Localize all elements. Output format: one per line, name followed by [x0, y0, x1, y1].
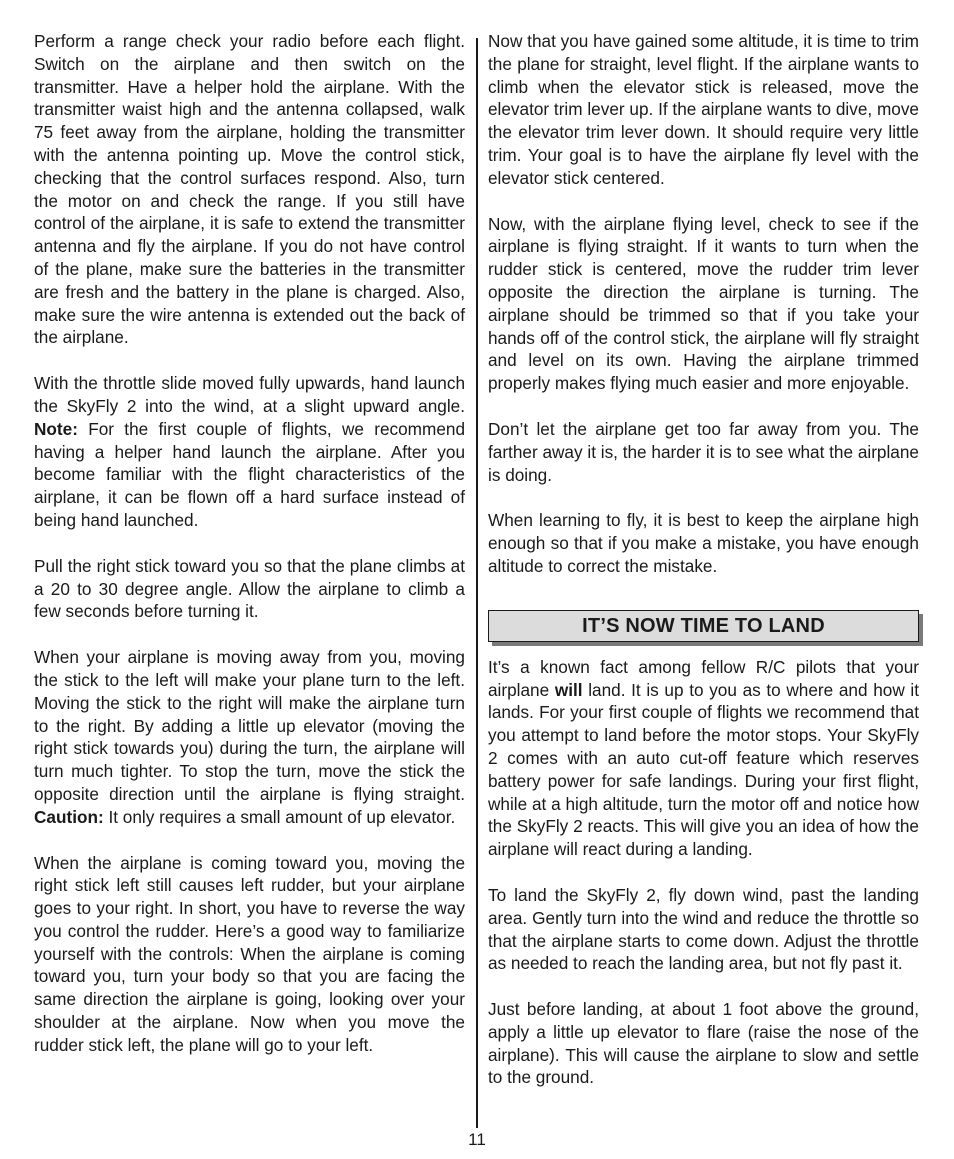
- trim-elevator-paragraph: Now that you have gained some altitude, it is time to trim the plane for straight, level flight. If the airplane wants to climb when the elevator stick is released, move the elevator trim lever up. If the airplane wants to dive, move the elevator trim lever down. It should require very little trim. Your goal is to have the airplane fly level with the elevator stick centered.: [488, 31, 919, 188]
- climb-paragraph: Pull the right stick toward you so that the plane climbs at a 20 to 30 degree angle. Allow the airplane to climb a few seconds before turning it.: [34, 555, 465, 622]
- range-check-paragraph: Perform a range check your radio before each flight. Switch on the airplane and then switch on the transmitter. Have a helper hold the airplane. With the transmitter waist high and the antenna collapsed, walk 75 feet away from the airplane, holding the transmitter with the antenna pointing up. Move the control stick, checking that the control surfaces respond. Also, turn the motor on and check the range. If you still have control of the airplane, it is safe to extend the transmitter antenna and fly the airplane. If you do not have control of the plane, make sure the batteries in the transmitter are fresh and the battery in the plane is charged. Also, make sure the wire antenna is extended out the back of the airplane.: [34, 31, 465, 348]
- coming-toward-paragraph: When the airplane is coming toward you, moving the right stick left still causes left rudder, but your airplane goes to your right. In short, you have to reverse the way you control the rudder. Here’s a good way to familiarize yourself with the controls: When the airplane is coming toward you, turn your body so that you are facing the same direction the airplane is going, looking over your shoulder at the airplane. Now when you move the rudder stick left, the plane will go to your left.: [34, 852, 465, 1055]
- landing-text-b: land. It is up to you as to where and how it lands. For your first couple of flights we recommend that you attempt to land before the motor stops. Your SkyFly 2 comes with an auto cut-off feature which reserves battery power for safe landings. During your first flight, while at a high altitude, turn the motor off and notice how the SkyFly 2 reacts. This will give you an idea of how the airplane will react during a landing.: [488, 679, 919, 860]
- landing-intro-paragraph: [488, 656, 919, 861]
- altitude-paragraph: When learning to fly, it is best to keep the airplane high enough so that if you make a mistake, you have enough altitude to correct the mistake.: [488, 510, 919, 576]
- page-number: 11: [468, 1130, 486, 1149]
- distance-paragraph: Don’t let the airplane get too far away from you. The farther away it is, the harder it is to see what the airplane is doing.: [488, 418, 919, 485]
- column-divider: [476, 38, 478, 1128]
- flare-paragraph: Just before landing, at about 1 foot above the ground, apply a little up elevator to flare (raise the nose of the airplane). This will cause the airplane to slow and settle to the ground.: [488, 999, 919, 1088]
- landing-section-header: [488, 610, 919, 642]
- turning-paragraph: [34, 646, 465, 828]
- launch-text-b: For the first couple of flights, we recommend having a helper hand launch the airplane. After you become familiar with the flight characteristics of the airplane, it can be flown off a hard surface instead of being hand launched.: [34, 418, 465, 530]
- landing-text-a: It’s a known fact among fellow R/C pilots that your airplane: [488, 656, 919, 700]
- left-column: [34, 30, 465, 1080]
- note-label: Note:: [34, 418, 78, 439]
- turning-text-b: It only requires a small amount of up elevator.: [103, 806, 456, 827]
- turning-text-a: When your airplane is moving away from you, moving the stick to the left will make your plane turn to the left. Moving the stick to the right will make the airplane turn to the right. By adding a little up elevator (moving the right stick towards you) during the turn, the airplane will turn much tighter. To stop the turn, move the stick the opposite direction until the airplane is flying straight.: [34, 647, 465, 804]
- trim-rudder-paragraph: Now, with the airplane flying level, check to see if the airplane is flying straight. If it wants to turn when the rudder stick is centered, move the rudder trim lever opposite the direction the airplane is turning. The airplane should be trimmed so that if you take your hands off of the control stick, the airplane will fly straight and level on its own. Having the airplane trimmed properly makes flying much easier and more enjoyable.: [488, 213, 919, 394]
- will-emphasis: will: [554, 679, 583, 700]
- right-column: [488, 30, 919, 1112]
- landing-approach-paragraph: To land the SkyFly 2, fly down wind, past the landing area. Gently turn into the wind and reduce the throttle so that the airplane starts to come down. Adjust the throttle as needed to reach the landing area, but not fly past it.: [488, 884, 919, 974]
- section-title: IT’S NOW TIME TO LAND: [582, 614, 825, 637]
- launch-text-a: With the throttle slide moved fully upwards, hand launch the SkyFly 2 into the wind, at a slight upward angle.: [34, 373, 465, 416]
- caution-label: Caution:: [34, 806, 104, 827]
- launch-paragraph: [34, 372, 465, 532]
